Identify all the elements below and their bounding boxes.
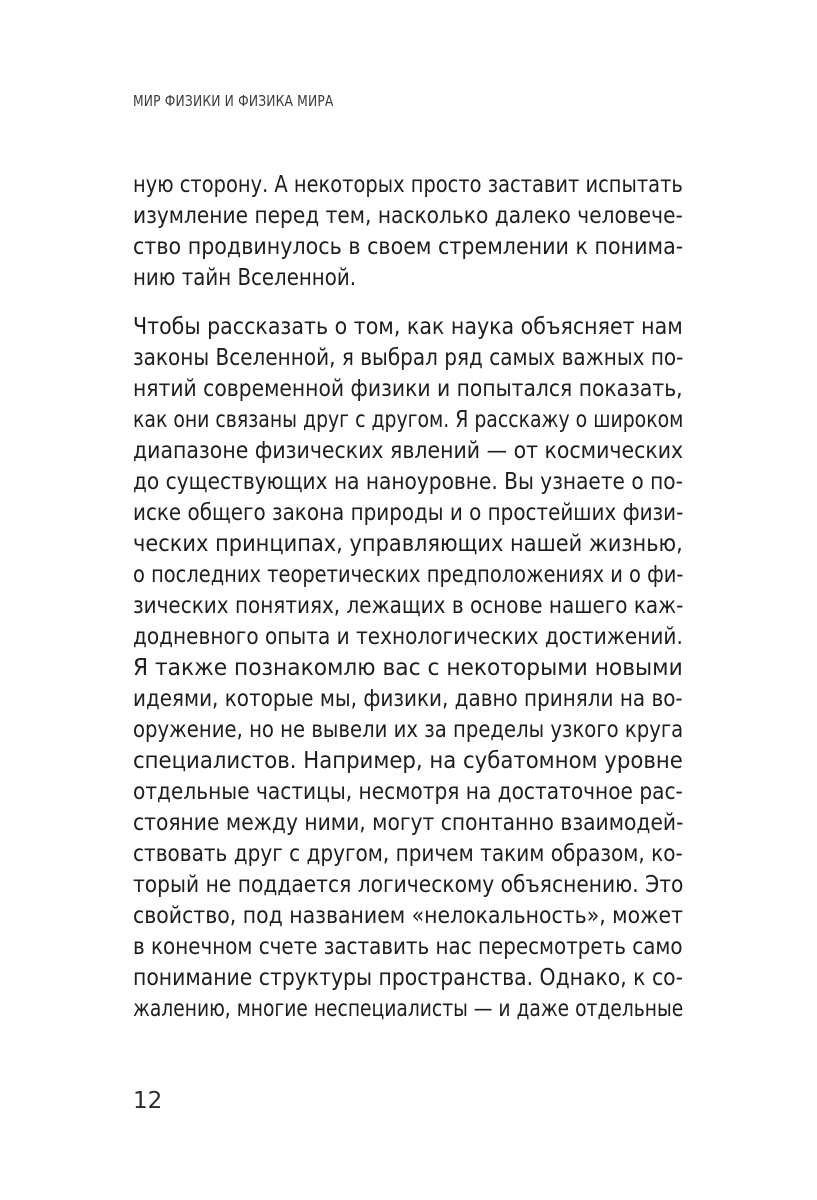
text-line: диапазоне физических явлений — от космических <box>133 438 684 464</box>
text-line: ство продвинулось в своем стремлении к понима- <box>133 234 684 260</box>
text-line: изумление перед тем, насколько далеко человече- <box>133 203 683 229</box>
page-number: 12 <box>133 1088 163 1114</box>
text-line: до существующих на наноуровне. Вы узнаете о по- <box>133 469 683 495</box>
text-line: идеями, которые мы, физики, давно приняли на во- <box>133 686 683 712</box>
text-line: додневного опыта и технологических достижений. <box>133 624 683 650</box>
text-line: Я также познакомлю вас с некоторыми новыми <box>133 655 683 681</box>
text-line: законы Вселенной, я выбрал ряд самых важных по- <box>133 345 684 371</box>
text-line: зических понятиях, лежащих в основе нашего каж- <box>133 593 684 619</box>
text-line: иске общего закона природы и о простейших физи- <box>133 500 684 526</box>
text-line: специалистов. Например, на субатомном уровне <box>133 748 683 774</box>
running-head: МИР ФИЗИКИ И ФИЗИКА МИРА <box>133 92 334 110</box>
text-line: Чтобы рассказать о том, как наука объясняет нам <box>133 314 683 340</box>
text-line: стояние между ними, могут спонтанно взаимодей- <box>133 810 684 836</box>
text-line: ную сторону. А некоторых просто заставит испытать <box>133 172 683 198</box>
text-line: торый не поддается логическому объяснению. Это <box>133 872 684 898</box>
text-line: свойство, под названием «нелокальность», может <box>133 903 683 929</box>
text-line: как они связаны друг с другом. Я расскажу о широком <box>133 407 684 433</box>
text-line: понимание структуры пространства. Однако, к со- <box>133 965 683 991</box>
text-line: жалению, многие неспециалисты — и даже отдельные <box>133 996 684 1022</box>
text-line: нятий современной физики и попытался показать, <box>133 376 683 402</box>
text-line: отдельные частицы, несмотря на достаточное рас- <box>133 779 683 805</box>
text-line: о последних теоретических предположениях и о фи- <box>133 562 684 588</box>
text-line: ческих принципах, управляющих нашей жизнью, <box>133 531 683 557</box>
text-line: нию тайн Вселенной. <box>133 265 356 291</box>
text-line: в конечном счете заставить нас пересмотреть само <box>133 934 683 960</box>
text-line: ствовать друг с другом, причем таким образом, ко- <box>133 841 683 867</box>
text-line: оружение, но не вывели их за пределы узкого круга <box>133 717 684 743</box>
